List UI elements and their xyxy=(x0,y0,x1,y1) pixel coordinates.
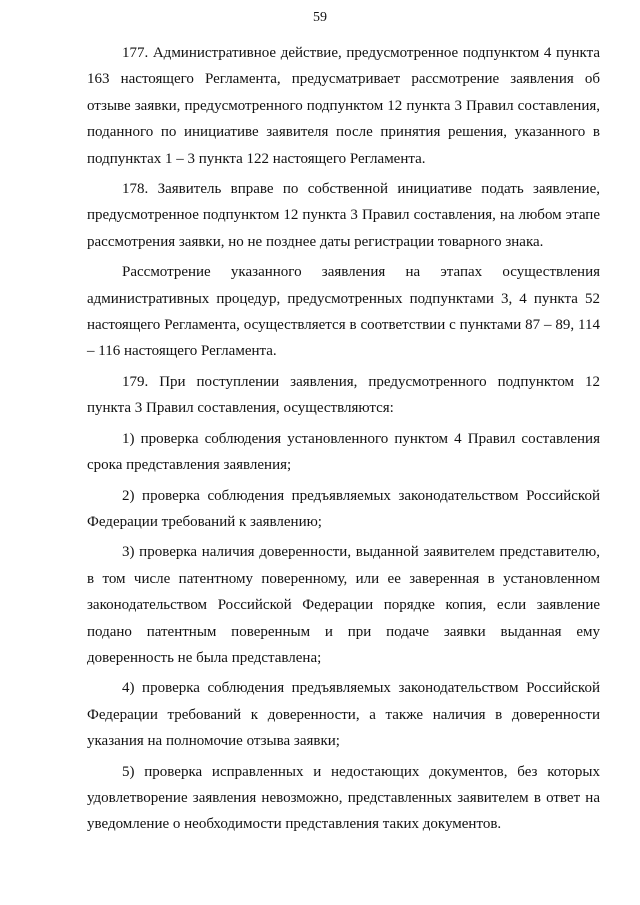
list-item-4: 4) проверка соблюдения предъявляемых законодательством Российской Федерации требований к доверенности, а также наличия в доверенности указания на полномочие отзыва заявки; xyxy=(87,680,600,750)
list-item-5: 5) проверка исправленных и недостающих документов, без которых удовлетворение заявления невозможно, представленных заявителем в ответ на уведомление о необходимости представления таких документов. xyxy=(87,763,600,833)
list-item-3: 3) проверка наличия доверенности, выданной заявителем представителю, в том числе патентному поверенному, или ее заверенная в установленном законодательством Российской Федерации порядке копия, если заявление подано патентным поверенным и при подаче заявки выданная ему доверенность не была представлена; xyxy=(87,544,600,666)
paragraph-177: 177. Административное действие, предусмотренное подпунктом 4 пункта 163 настоящего Регламента, предусматривает рассмотрение заявления об отзыве заявки, предусмотренного подпунктом 12 пункта 3 Правил составления, поданного по инициативе заявителя после принятия решения, указанного в подпунктах 1 – 3 пункта 122 настоящего Регламента. xyxy=(87,45,600,167)
document-body xyxy=(87,40,600,842)
paragraph-178-consideration: Рассмотрение указанного заявления на этапах осуществления административных процедур, предусмотренных подпунктами 3, 4 пункта 52 настоящего Регламента, осуществляется в соответствии с пунктами 87 – 89, 114 – 116 настоящего Регламента. xyxy=(87,264,600,360)
list-item-2: 2) проверка соблюдения предъявляемых законодательством Российской Федерации требований к заявлению; xyxy=(87,487,600,530)
list-item-1: 1) проверка соблюдения установленного пунктом 4 Правил составления срока представления заявления; xyxy=(87,430,600,474)
paragraph-178: 178. Заявитель вправе по собственной инициативе подать заявление, предусмотренное подпунктом 12 пункта 3 Правил составления, на любом этапе рассмотрения заявки, но не позднее даты регистрации товарного знака. xyxy=(87,181,600,250)
paragraph-179: 179. При поступлении заявления, предусмотренного подпунктом 12 пункта 3 Правил составления, осуществляются: xyxy=(87,373,600,417)
page-number: 59 xyxy=(313,10,327,25)
